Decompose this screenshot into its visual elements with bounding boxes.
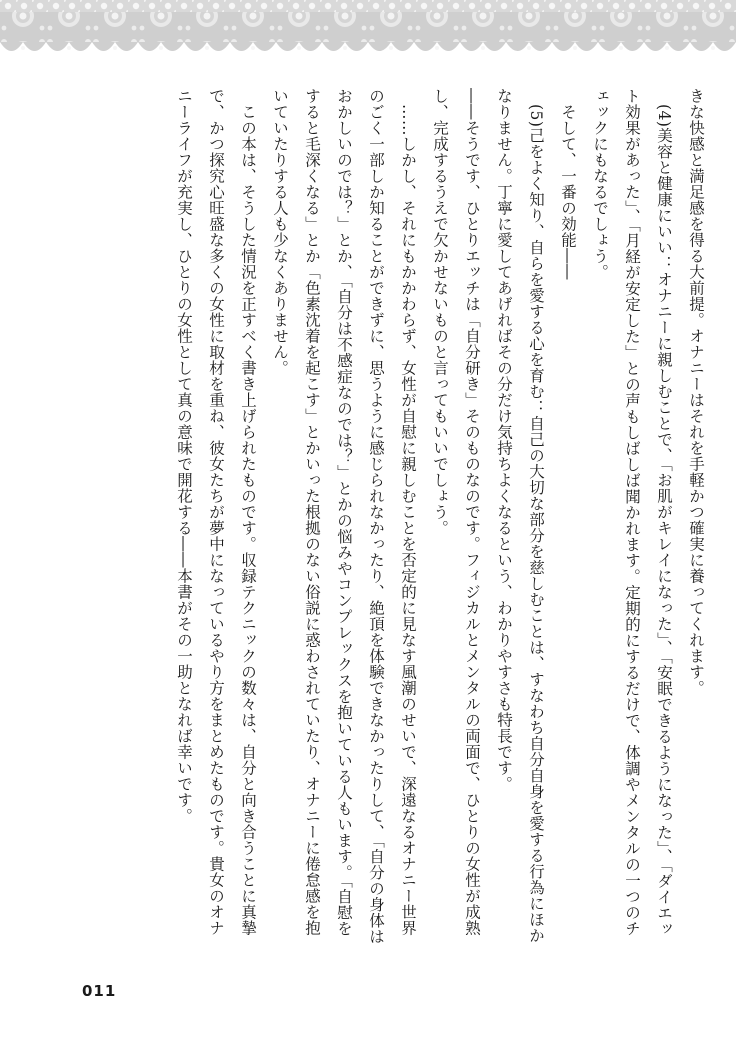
paragraph-1: きな快感と満足感を得る大前提。オナニーはそれを手軽かつ確実に養ってくれます。 <box>687 88 705 696</box>
paragraph-6: ……しかし、それにもかかわらず、女性が自慰に親しむことを否定的に見なす風潮のせいで、深遠なるオナニー世界のごく一部しか知ることができずに、思うように感じられなかったり、絶頂を体験できなかったりして、「自分の身体はおかしいのでは？」とか、「自分は不感症なのでは？」とかの悩みやコンプレックスを抱いている人もいます。「自慰をすると毛深くなる」とか「色素沈着を起こす」とかいった根拠のない俗説に惑わされていたり、オナニーに倦怠感を抱いていたりする人も少なくありません。 <box>271 88 417 945</box>
lace-pattern <box>0 0 736 62</box>
page-number: 011 <box>82 982 117 1000</box>
paragraph-3: そして、一番の効能―― <box>559 103 577 280</box>
paragraph-7: この本は、そうした情況を正すべく書き上げられたものです。収録テクニックの数々は、自分と向き合うことに真摯で、かつ探究心旺盛な多くの女性に取材を重ね、彼女たちが夢中になっているやり方をまとめたものです。貴女のオナニーライフが充実し、ひとりの女性として真の意味で開花する――本書がその一助となれば幸いです。 <box>175 88 257 936</box>
vertical-text-body <box>82 88 712 948</box>
lace-border-decoration <box>0 0 736 62</box>
paragraph-2: (4)美容と健康にいい：オナニーに親しむことで、「お肌がキレイになった」、「安眠できるようになった」、「ダイエット効果があった」、「月経が安定した」との声もしばしば聞かれます。定期的にするだけで、体調やメンタルの一つのチェックにもなるでしょう。 <box>591 88 673 937</box>
paragraph-5: ――そうです、ひとりエッチは「自分研き」そのものなのです。フィジカルとメンタルの両面で、ひとりの女性が成熟し、完成するうえで欠かせないものと言ってもいいでしょう。 <box>431 88 481 936</box>
paragraph-4: (5)己をよく知り、自らを愛する心を育む：自己の大切な部分を慈しむことは、すなわち自分自身を愛する行為にほかなりません。丁寧に愛してあげればその分だけ気持ちよくなるという、わかりやすさも特長です。 <box>495 88 545 943</box>
